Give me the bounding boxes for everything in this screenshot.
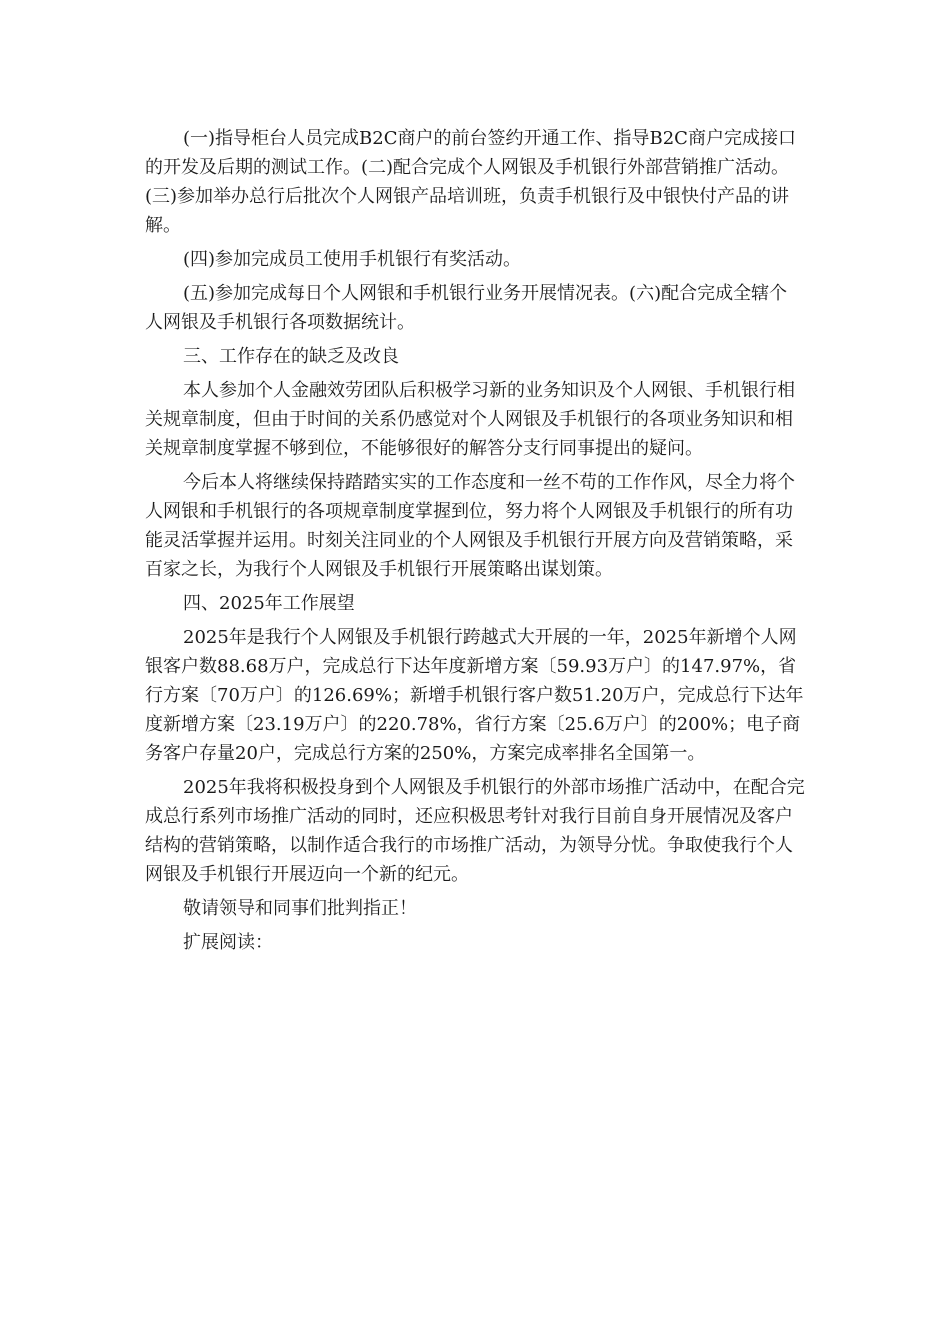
paragraph-plan: 2025年我将积极投身到个人网银及手机银行的外部市场推广活动中，在配合完成总行系列市场推广活动的同时，还应积极思考针对我行目前自身开展情况及客户结构的营销策略，以制作适合我行的市场推广活动，为领导分忧。争取使我行个人网银及手机银行开展迈向一个新的纪元。: [145, 777, 805, 885]
document-page: [145, 124, 805, 962]
paragraph-improvement: 今后本人将继续保持踏踏实实的工作态度和一丝不苟的工作作风，尽全力将个人网银和手机银行的各项规章制度掌握到位，努力将个人网银及手机银行的所有功能灵活掌握并运用。时刻关注同业的个人网银及手机银行开展方向及营销策略，采百家之长，为我行个人网银及手机银行开展策略出谋划策。: [145, 472, 795, 580]
paragraph-daily-report: (五)参加完成每日个人网银和手机银行业务开展情况表。(六)配合完成全辖个人网银及手机银行各项数据统计。: [145, 283, 788, 333]
paragraph-reward-activity: (四)参加完成员工使用手机银行有奖活动。: [183, 249, 522, 270]
paragraph-shortcomings: 本人参加个人金融效劳团队后积极学习新的业务知识及个人网银、手机银行相关规章制度，但由于时间的关系仍感觉对个人网银及手机银行的各项业务知识和相关规章制度掌握不够到位，不能够很好的解答分支行同事提出的疑问。: [145, 380, 795, 459]
paragraph-performance: 2025年是我行个人网银及手机银行跨越式大开展的一年，2025年新增个人网银客户数88.68万户，完成总行下达年度新增方案〔59.93万户〕的147.97%，省行方案〔70万户〕的126.69%；新增手机银行客户数51.20万户，完成总行下达年度新增方案〔23.19万户〕的220.78%，省行方案〔25.6万户〕的200%；电子商务客户存量20户，完成总行方案的250%，方案完成率排名全国第一。: [145, 627, 804, 764]
paragraph-extended-reading: 扩展阅读：: [183, 932, 273, 953]
section-heading-outlook: 四、2025年工作展望: [183, 593, 355, 614]
paragraph-work-items: (一)指导柜台人员完成B2C商户的前台签约开通工作、指导B2C商户完成接口的开发及后期的测试工作。(二)配合完成个人网银及手机银行外部营销推广活动。(三)参加举办总行后批次个人网银产品培训班，负责手机银行及中银快付产品的讲解。: [145, 128, 796, 236]
paragraph-closing: 敬请领导和同事们批判指正！: [183, 898, 417, 919]
section-heading-shortcomings: 三、工作存在的缺乏及改良: [183, 346, 399, 367]
